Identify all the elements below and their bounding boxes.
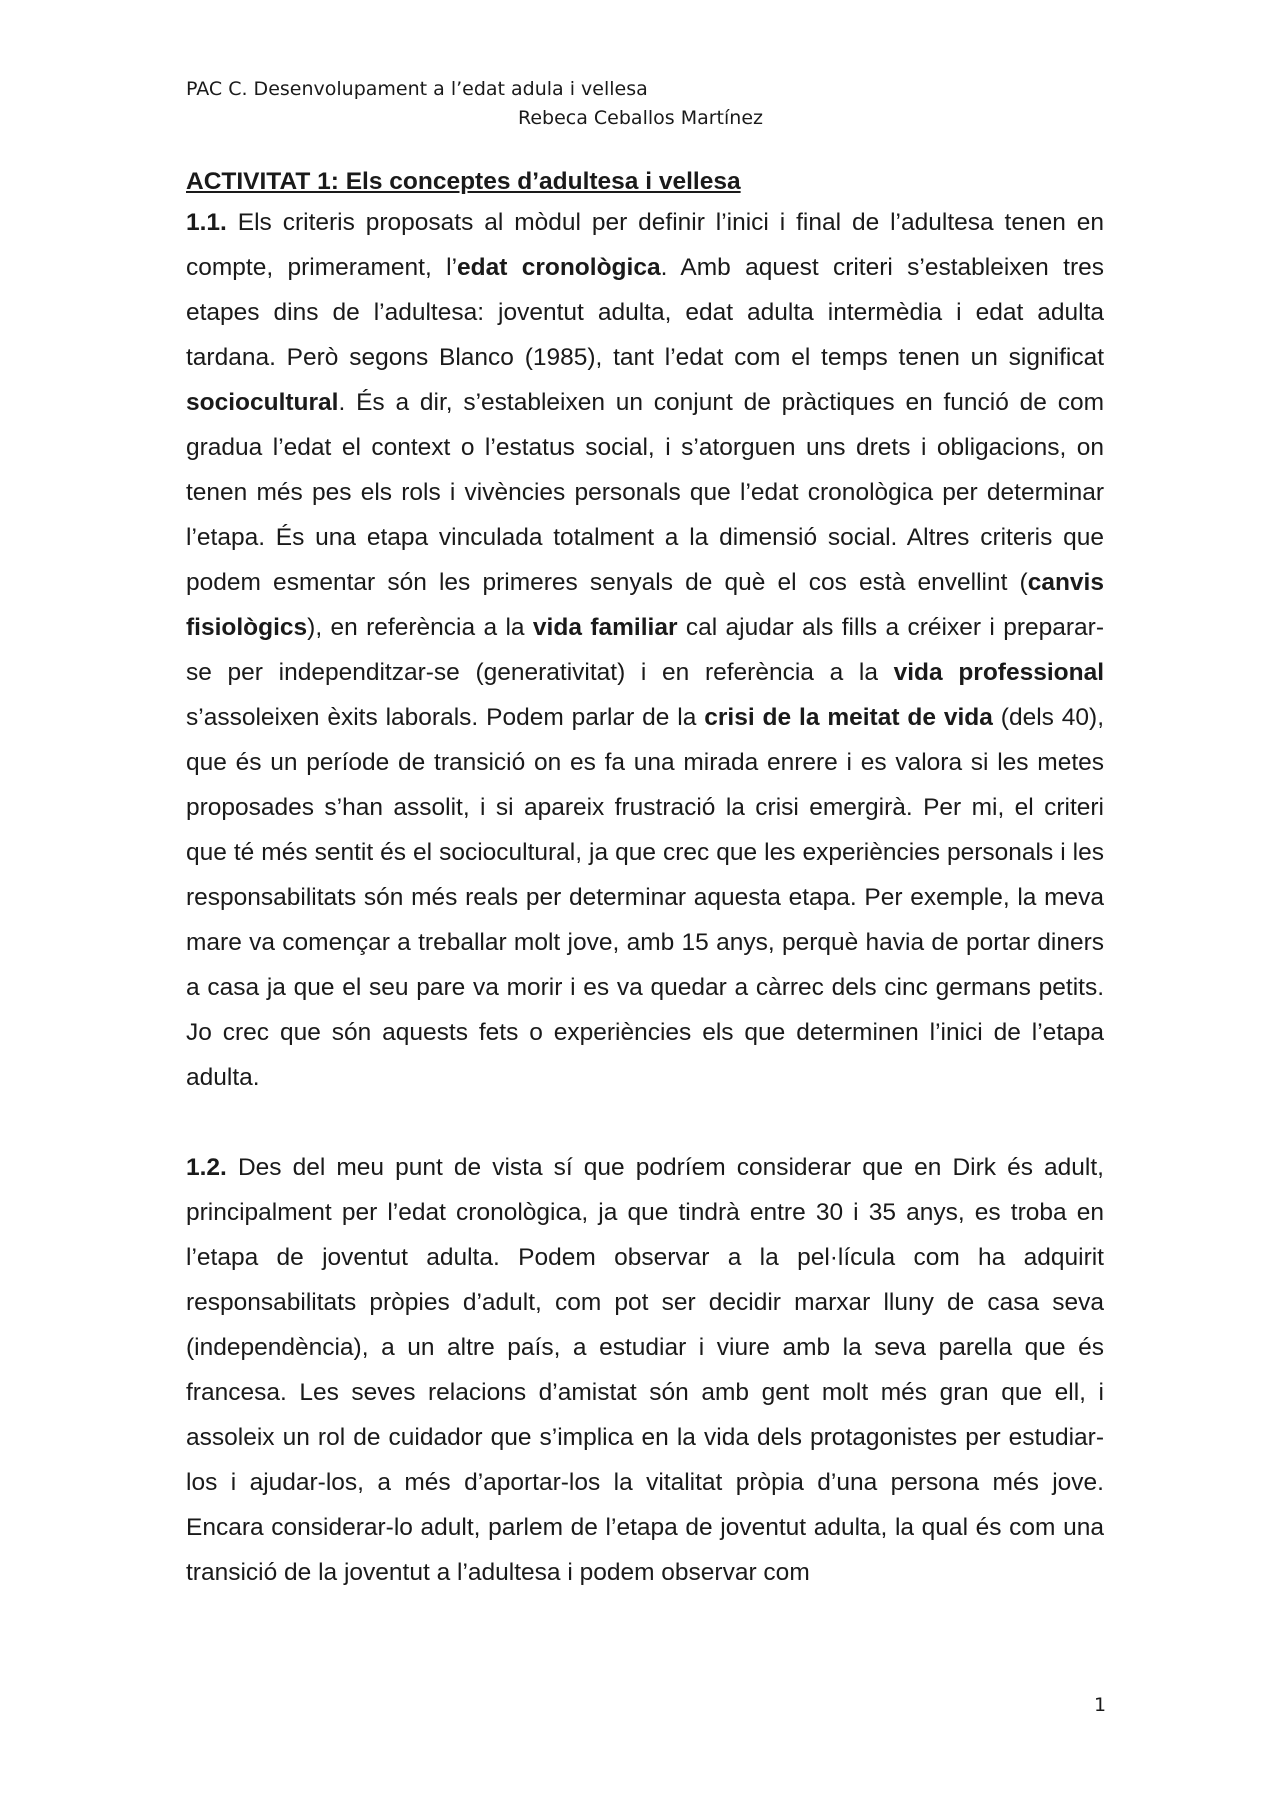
section-number-1-1: 1.1. bbox=[186, 209, 227, 236]
header-author-name: Rebeca Ceballos Martínez bbox=[518, 107, 763, 129]
term-vida-familiar: vida familiar bbox=[532, 614, 678, 641]
para-1-1-text-3: . És a dir, s’estableixen un conjunt de pràctiques en funció de com gradua l’edat el context o l’estatus social, i s’atorguen uns drets i obligacions, on tenen més pes els rols i vivències personals que l’edat cronològica per determinar l’etapa. És una etapa vinculada totalment a la dimensió social. Altres criteris que podem esmentar són les primeres senyals de què el cos està envellint ( bbox=[186, 389, 1104, 596]
para-1-1-text-7: (dels 40), que és un període de transició on es fa una mirada enrere i es valora si les metes proposades s’han assolit, i si apareix frustració la crisi emergirà. Per mi, el criteri que té més sentit és el sociocultural, ja que crec que les experiències personals i les responsabilitats són més reals per determinar aquesta etapa. Per exemple, la meva mare va començar a treballar molt jove, amb 15 anys, perquè havia de portar diners a casa ja que el seu pare va morir i es va quedar a càrrec dels cinc germans petits. Jo crec que són aquests fets o experiències els que determinen l’inici de l’etapa adulta. bbox=[186, 704, 1105, 1091]
para-1-2-text: Des del meu punt de vista sí que podríem considerar que en Dirk és adult, principalment per l’edat cronològica, ja que tindrà entre 30 i 35 anys, es troba en l’etapa de joventut adulta. Podem observar a la pel·lícula com ha adquirit responsabilitats pròpies d’adult, com pot ser decidir marxar lluny de casa seva (independència), a un altre país, a estudiar i viure amb la seva parella que és francesa. Les seves relacions d’amistat són amb gent molt més gran que ell, i assoleix un rol de cuidador que s’implica en la vida dels protagonistes per estudiar-los i ajudar-los, a més d’aportar-los la vitalitat pròpia d’una persona més jove. Encara considerar-lo adult, parlem de l’etapa de joventut adulta, la qual és com una transició de la joventut a l’adultesa i podem observar com bbox=[186, 1154, 1104, 1586]
para-1-1-text-5: cal ajudar als fills a créixer i preparar-se per independitzar-se (generativitat) i en referència a la bbox=[186, 614, 1104, 686]
para-1-1-text-4: ), en referència a la bbox=[307, 614, 533, 641]
para-1-1-text-2: . Amb aquest criteri s’estableixen tres etapes dins de l’adultesa: joventut adulta, edat adulta intermèdia i edat adulta tardana. Però segons Blanco (1985), tant l’edat com el temps tenen un significat bbox=[186, 254, 1104, 371]
header-course-title: PAC C. Desenvolupament a l’edat adula i vellesa bbox=[186, 78, 648, 100]
activity-heading: ACTIVITAT 1: Els conceptes d’adultesa i vellesa bbox=[186, 168, 741, 195]
term-sociocultural: sociocultural bbox=[186, 389, 339, 416]
term-canvis-fisiologics: canvis fisiològics bbox=[186, 569, 1104, 641]
para-1-1-text-1: Els criteris proposats al mòdul per definir l’inici i final de l’adultesa tenen en compte, primerament, l’ bbox=[186, 209, 1104, 281]
term-edat-cronologica: edat cronològica bbox=[457, 254, 661, 281]
term-vida-professional: vida professional bbox=[893, 659, 1104, 686]
paragraph-1-1 bbox=[186, 200, 1104, 1100]
term-crisi-meitat-vida: crisi de la meitat de vida bbox=[704, 704, 993, 731]
document-body bbox=[186, 164, 1104, 1595]
paragraph-1-2 bbox=[186, 1145, 1104, 1595]
page-number: 1 bbox=[1094, 1694, 1107, 1716]
para-1-1-text-6: s’assoleixen èxits laborals. Podem parlar de la bbox=[186, 704, 705, 731]
section-number-1-2: 1.2. bbox=[186, 1154, 227, 1181]
